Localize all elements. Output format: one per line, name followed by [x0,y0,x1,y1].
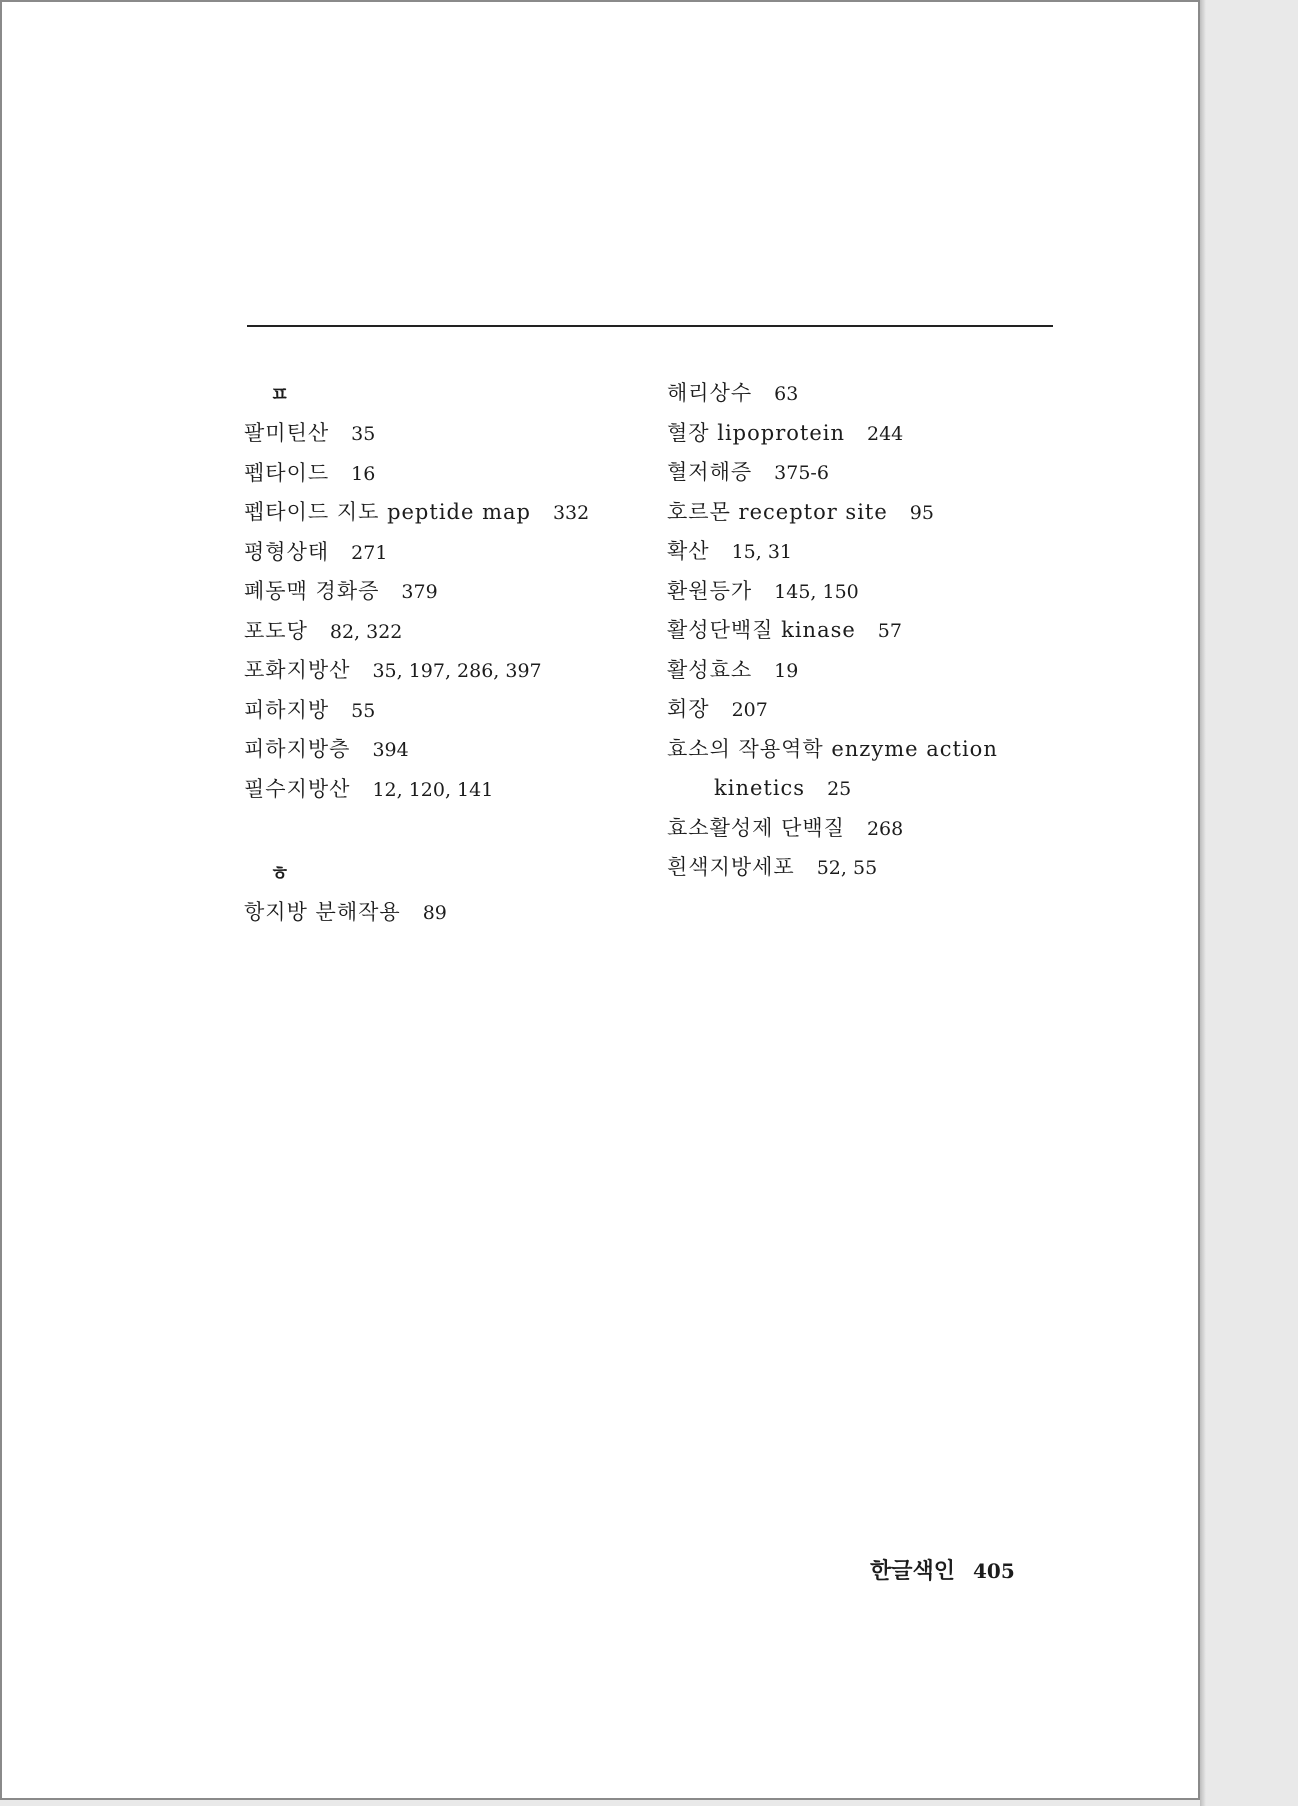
entry-term: 펩타이드 [244,460,330,485]
page-number: 405 [973,1559,1015,1583]
entry-term: 혈장 lipoprotein [667,420,845,445]
entry-term: 팔미틴산 [244,421,330,445]
top-rule [247,325,1053,327]
entry-pages: 35 [351,423,376,445]
index-entry [244,770,644,810]
entry-pages: 145, 150 [774,580,859,603]
index-column-left [244,374,644,933]
index-entry [667,572,1087,612]
entry-pages: 63 [774,383,799,405]
index-entry [244,893,644,933]
index-entry [667,532,1087,572]
index-entry-continuation [667,769,1087,809]
index-entry [667,453,1087,493]
entry-term: 환원등가 [667,578,753,603]
index-entry [667,848,1087,888]
entry-pages: 35, 197, 286, 397 [372,660,542,682]
entry-pages: 15, 31 [731,541,793,563]
index-entry [667,809,1087,849]
entry-pages: 55 [351,699,376,722]
entry-term: 흰색지방세포 [667,855,795,879]
entry-term: 활성효소 [667,657,753,682]
entry-term: 해리상수 [667,381,753,405]
entry-pages: 394 [372,739,409,761]
entry-pages: 12, 120, 141 [372,778,494,801]
page-footer [870,1554,1015,1585]
index-entry [244,533,644,573]
entry-term: 활성단백질 kinase [667,618,856,642]
entry-pages: 19 [774,659,799,682]
running-title: 한글색인 [870,1558,956,1584]
index-entry [667,690,1087,730]
index-entry [244,572,644,612]
entry-pages: 52, 55 [816,857,878,879]
entry-pages: 207 [731,699,768,721]
index-column-right [667,374,1087,888]
entry-term: 평형상태 [244,539,330,564]
index-entry [244,730,644,770]
entry-term: 피하지방 [244,697,330,722]
index-entry [667,611,1087,651]
index-entry [667,493,1087,533]
entry-pages: 82, 322 [329,620,403,643]
entry-pages: 268 [866,817,904,840]
entry-pages: 95 [909,501,934,524]
entry-term: 확산 [667,539,710,563]
entry-pages: 332 [552,502,590,524]
entry-term: 펩타이드 지도 peptide map [244,500,531,524]
page-edge-shadow [1200,0,1206,1806]
entry-term: 항지방 분해작용 [244,900,401,924]
entry-term: 필수지방산 [244,776,351,801]
index-entry [667,730,1087,770]
entry-term: 포도당 [244,618,308,643]
entry-term: 혈저해증 [667,460,753,484]
entry-pages: 16 [351,462,376,485]
index-entry [244,651,644,691]
entry-term: 호르몬 receptor site [667,499,888,524]
entry-pages: 375-6 [774,462,829,484]
index-entry [244,454,644,494]
entry-term: 폐동맥 경화증 [244,579,380,603]
entry-term: 효소활성제 단백질 [667,815,845,840]
entry-pages: 271 [351,541,388,564]
entry-pages: 57 [877,620,902,642]
index-entry [667,651,1087,691]
index-entry [244,493,644,533]
entry-pages: 89 [422,902,447,924]
entry-pages: 25 [827,778,852,800]
section-heading-p: ㅍ [270,382,290,406]
index-entry [667,414,1087,454]
index-entry [667,374,1087,414]
entry-term: 회장 [667,697,710,721]
entry-pages: 379 [401,581,438,603]
section-heading-h: ㅎ [270,861,290,885]
index-entry [244,612,644,652]
entry-term: kinetics [714,776,806,800]
section-gap [244,809,644,853]
entry-pages: 244 [867,422,904,445]
entry-term: 포화지방산 [244,658,351,682]
index-entry [244,414,644,454]
entry-term: 효소의 작용역학 enzyme action [667,736,998,761]
entry-term: 피하지방층 [244,737,351,761]
index-entry [244,691,644,731]
